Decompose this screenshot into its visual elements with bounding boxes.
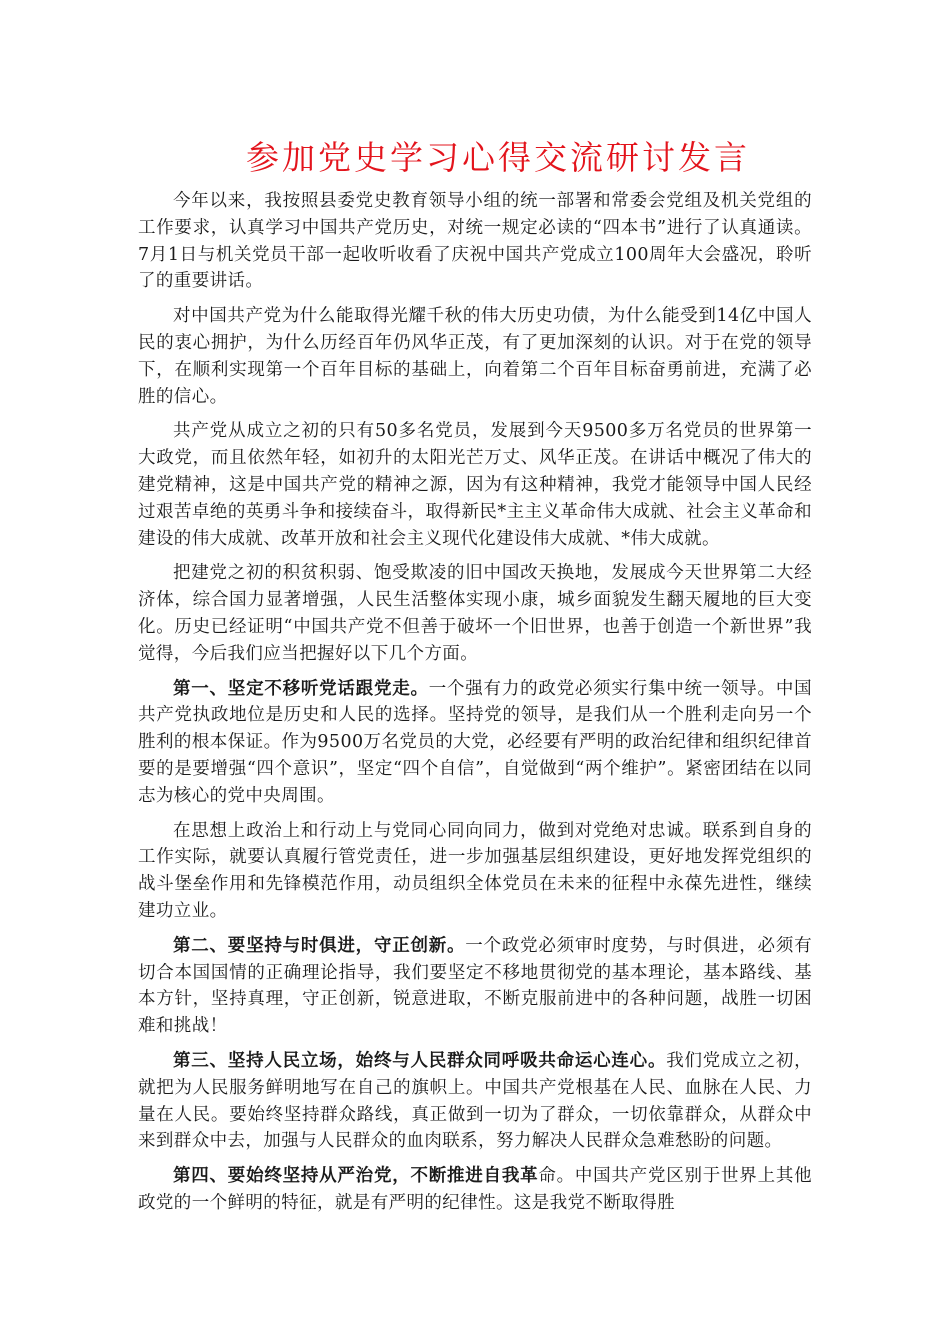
paragraph-text: 命。中国共产党区别于世界上其他政党的一个鲜明的特征，就是有严明的纪律性。这是我党不断取得胜 [138, 1166, 813, 1213]
paragraph-lead: 第二、要坚持与时俱进，守正创新。 [173, 935, 466, 956]
paragraph-text: 今年以来，我按照县委党史教育领导小组的统一部署和常委会党组及机关党组的工作要求，认真学习中国共产党历史，对统一规定必读的“四本书”进行了认真通读。7月1日与机关党员干部一起收听收看了庆祝中国共产党成立100周年大会盛况，聆听了的重要讲话。 [138, 191, 812, 292]
document-body [138, 188, 812, 1225]
paragraph [138, 1048, 812, 1155]
paragraph-text: 一个强有力的政党必须实行集中统一领导。中国共产党执政地位是历史和人民的选择。坚持党的领导，是我们从一个胜利走向另一个胜利的根本保证。作为9500万名党员的大党，必经要有严明的政治纪律和组织纪律首要的是要增强“四个意识”，坚定“四个自信”，自觉做到“两个维护”。紧密团结在以同志为核心的党中央周围。 [138, 678, 812, 806]
paragraph [138, 303, 812, 410]
paragraph [138, 560, 812, 667]
paragraph-text: 我们党成立之初，就把为人民服务鲜明地写在自己的旗帜上。中国共产党根基在人民、血脉在人民、力量在人民。要始终坚持群众路线，真正做到一切为了群众，一切依靠群众，从群众中来到群众中去，加强与人民群众的血肉联系，努力解决人民群众急难愁盼的问题。 [138, 1050, 812, 1152]
paragraph [138, 933, 812, 1040]
paragraph-lead: 第三、坚持人民立场，始终与人民群众同呼吸共命运心连心。 [173, 1050, 667, 1071]
paragraph [138, 418, 812, 552]
paragraph-text: 把建党之初的积贫积弱、饱受欺凌的旧中国改天换地，发展成今天世界第二大经济体，综合国力显著增强，人民生活整体实现小康，城乡面貌发生翻天履地的巨大变化。历史已经证明“中国共产党不但善于破坏一个旧世界，也善于创造一个新世界”我觉得，今后我们应当把握好以下几个方面。 [138, 563, 812, 664]
paragraph-text: 对中国共产党为什么能取得光耀千秋的伟大历史功债，为什么能受到14亿中国人民的衷心拥护，为什么历经百年仍风华正茂，有了更加深刻的认识。对于在党的领导下，在顺利实现第一个百年目标的基础上，向着第二个百年目标奋勇前进，充满了必胜的信心。 [138, 306, 812, 407]
paragraph-lead: 第四、要始终坚持从严治党，不断推进自我革 [173, 1166, 539, 1187]
paragraph-lead: 第一、坚定不移听党话跟党走。 [173, 678, 429, 699]
document-title: 参加党史学习心得交流研讨发言 [246, 138, 750, 177]
paragraph-text: 在思想上政治上和行动上与党同心同向同力，做到对党绝对忠诚。联系到自身的工作实际，就要认真履行管党责任，进一步加强基层组织建设，更好地发挥党组织的战斗堡垒作用和先锋模范作用，动员组织全体党员在未来的征程中永葆先进性，继续建功立业。 [138, 820, 812, 921]
paragraph [138, 676, 812, 810]
paragraph-text: 一个政党必须审时度势，与时俱进，必须有切合本国国情的正确理论指导，我们要坚定不移地贯彻党的基本理论，基本路线、基本方针，坚持真理，守正创新，锐意进取，不断克服前进中的各种问题，战胜一切困难和挑战！ [138, 935, 812, 1037]
paragraph-text: 共产党从成立之初的只有50多名党员，发展到今天9500多万名党员的世界第一大政党，而且依然年轻，如初升的太阳光芒万丈、风华正茂。在讲话中概况了伟大的建党精神，这是中国共产党的精神之源，因为有这种精神，我党才能领导中国人民经过艰苦卓绝的英勇斗争和接续奋斗，取得新民*主主义革命伟大成就、社会主义革命和建设的伟大成就、改革开放和社会主义现代化建设伟大成就、*伟大成就。 [138, 421, 812, 549]
paragraph [138, 188, 812, 295]
paragraph [138, 1163, 812, 1217]
paragraph [138, 818, 812, 925]
